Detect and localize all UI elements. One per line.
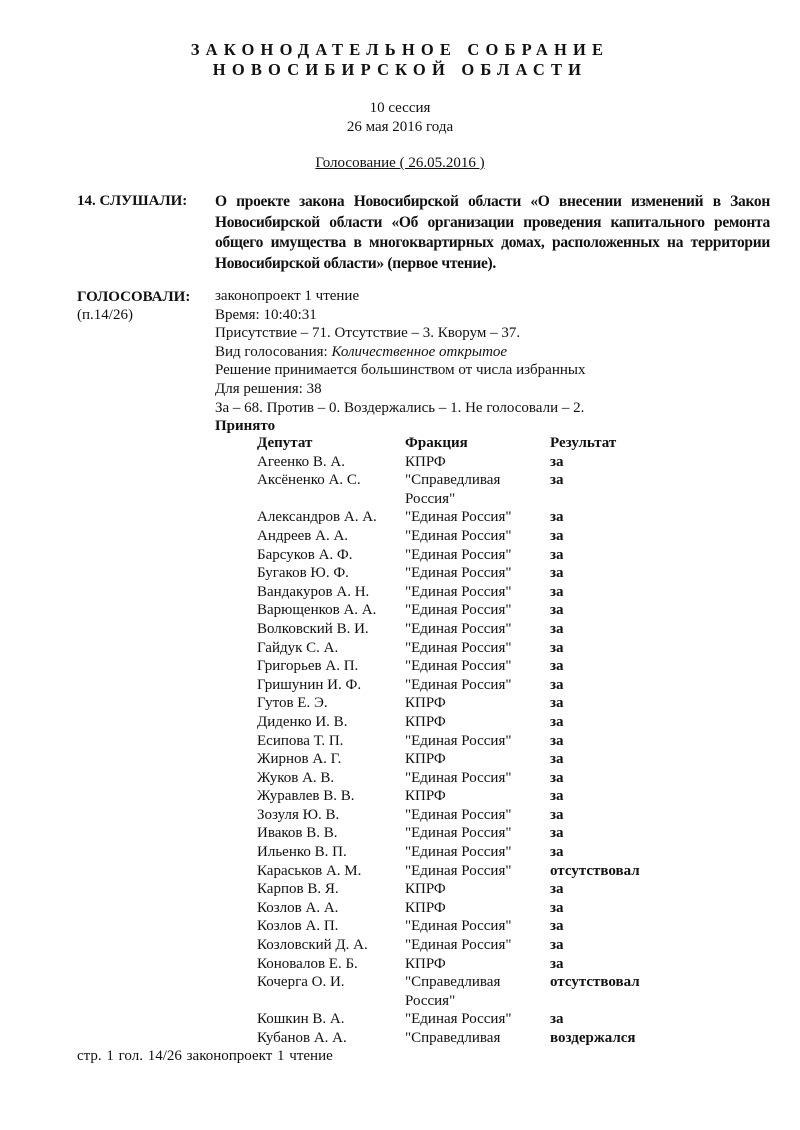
vote-result-cell: за bbox=[550, 713, 564, 730]
faction-name: "Единая Россия" bbox=[405, 806, 512, 823]
faction-name: "Единая Россия" bbox=[405, 602, 512, 619]
faction-name: "Единая Россия" bbox=[405, 1011, 512, 1028]
faction-name: КПРФ bbox=[405, 955, 446, 972]
votes-needed: Для решения: 38 bbox=[215, 380, 322, 397]
vote-type bbox=[215, 343, 585, 362]
page-footer: стр. 1 гол. 14/26 законопроект 1 чтение bbox=[77, 1048, 333, 1064]
vote-result-cell: за bbox=[550, 583, 564, 600]
faction-name: КПРФ bbox=[405, 881, 446, 898]
vote-result-cell: за bbox=[550, 453, 564, 470]
header-faction: Фракция bbox=[405, 435, 468, 451]
vote-result-cell: за bbox=[550, 676, 564, 693]
deputy-name: Аксёненко А. С. bbox=[257, 472, 361, 489]
vote-title bbox=[0, 154, 800, 173]
table-row bbox=[257, 657, 677, 676]
faction-name: "Единая Россия" bbox=[405, 639, 512, 656]
decision-rule: Решение принимается большинством от числа избранных bbox=[215, 362, 586, 379]
table-row bbox=[257, 471, 677, 508]
heard-label: 14. СЛУШАЛИ: bbox=[77, 193, 188, 209]
vote-result: Принято bbox=[215, 418, 276, 435]
voted-label: ГОЛОСОВАЛИ: bbox=[77, 289, 191, 305]
faction-name: "Единая Россия" bbox=[405, 509, 512, 526]
faction-name: "Единая Россия" bbox=[405, 918, 512, 935]
deputy-name: Гришунин И. Ф. bbox=[257, 676, 362, 693]
faction-name: "Единая Россия" bbox=[405, 937, 512, 954]
table-body bbox=[257, 453, 677, 1048]
table-row bbox=[257, 732, 677, 751]
deputy-name: Козловский Д. А. bbox=[257, 937, 368, 954]
vote-result-cell: за bbox=[550, 546, 564, 563]
deputy-name: Козлов А. П. bbox=[257, 918, 339, 935]
deputy-name: Волковский В. И. bbox=[257, 620, 369, 637]
vote-result-cell: за bbox=[550, 844, 564, 861]
vote-result-cell: воздержался bbox=[550, 1030, 636, 1046]
attendance: Присутствие – 71. Отсутствие – 3. Кворум – 37. bbox=[215, 325, 521, 342]
vote-result-cell: за bbox=[550, 899, 564, 916]
faction-name: "Единая Россия" bbox=[405, 658, 512, 675]
table-header bbox=[257, 434, 677, 453]
vote-result-cell: за bbox=[550, 751, 564, 768]
table-row bbox=[257, 787, 677, 806]
table-row bbox=[257, 694, 677, 713]
deputy-name: Журавлев В. В. bbox=[257, 788, 355, 805]
deputy-name: Иваков В. В. bbox=[257, 825, 338, 842]
table-row bbox=[257, 899, 677, 918]
table-row bbox=[257, 955, 677, 974]
faction-name: "Единая Россия" bbox=[405, 862, 512, 879]
vote-result-cell: за bbox=[550, 620, 564, 637]
header-result: Результат bbox=[550, 435, 617, 451]
deputy-name: Козлов А. А. bbox=[257, 899, 339, 916]
vote-details bbox=[215, 287, 585, 436]
deputy-name: Кошкин В. А. bbox=[257, 1011, 345, 1028]
table-row bbox=[257, 713, 677, 732]
faction-name: "Единая Россия" bbox=[405, 825, 512, 842]
table-row bbox=[257, 453, 677, 472]
table-row bbox=[257, 862, 677, 881]
table-row bbox=[257, 508, 677, 527]
vote-result-cell: за bbox=[550, 955, 564, 972]
vote-result-cell: за bbox=[550, 825, 564, 842]
table-row bbox=[257, 583, 677, 602]
deputy-name: Кочерга О. И. bbox=[257, 974, 345, 991]
bill-reading: законопроект 1 чтение bbox=[215, 288, 360, 304]
table-row bbox=[257, 527, 677, 546]
table-row bbox=[257, 546, 677, 565]
deputy-name: Жирнов А. Г. bbox=[257, 751, 342, 768]
vote-time: Время: 10:40:31 bbox=[215, 306, 317, 323]
deputy-name: Бугаков Ю. Ф. bbox=[257, 565, 349, 582]
vote-tally: За – 68. Против – 0. Воздержались – 1. Не голосовали – 2. bbox=[215, 399, 585, 416]
deputy-name: Гутов Е. Э. bbox=[257, 695, 328, 712]
table-row bbox=[257, 769, 677, 788]
table-row bbox=[257, 676, 677, 695]
table-row bbox=[257, 639, 677, 658]
faction-name: КПРФ bbox=[405, 899, 446, 916]
vote-result-cell: за bbox=[550, 509, 564, 526]
deputy-name: Жуков А. В. bbox=[257, 769, 335, 786]
vote-result-cell: за bbox=[550, 527, 564, 544]
deputy-name: Караськов А. М. bbox=[257, 862, 362, 879]
table-row bbox=[257, 1029, 677, 1048]
faction-name: "Единая Россия" bbox=[405, 546, 512, 563]
deputy-name: Андреев А. А. bbox=[257, 527, 349, 544]
faction-name: "Единая Россия" bbox=[405, 769, 512, 786]
faction-name: КПРФ bbox=[405, 695, 446, 712]
vote-result-cell: за bbox=[550, 602, 564, 619]
deputy-name: Александров А. А. bbox=[257, 509, 377, 526]
vote-result-cell: за bbox=[550, 472, 564, 489]
item-reference: (п.14/26) bbox=[77, 307, 133, 323]
deputy-name: Гайдук С. А. bbox=[257, 639, 339, 656]
deputy-name: Карпов В. Я. bbox=[257, 881, 339, 898]
table-row bbox=[257, 880, 677, 899]
vote-result-cell: за bbox=[550, 937, 564, 954]
session-number: 10 сессия bbox=[369, 100, 431, 116]
table-row bbox=[257, 917, 677, 936]
vote-result-cell: за bbox=[550, 639, 564, 656]
vote-result-cell: за bbox=[550, 658, 564, 675]
faction-name: КПРФ bbox=[405, 751, 446, 768]
deputy-name: Диденко И. В. bbox=[257, 713, 348, 730]
header-deputy: Депутат bbox=[257, 435, 313, 451]
table-row bbox=[257, 936, 677, 955]
vote-result-cell: отсутствовал bbox=[550, 862, 640, 879]
vote-result-cell: за bbox=[550, 695, 564, 712]
deputy-name: Варющенков А. А. bbox=[257, 602, 377, 619]
faction-name: КПРФ bbox=[405, 453, 446, 470]
deputy-name: Ильенко В. П. bbox=[257, 844, 347, 861]
heard-text: О проекте закона Новосибирской области «О внесении изменений в Закон Новосибирской области «Об организации проведения капитального ремонта общего имущества в многоквартирных домах, расположенных на территории Новосибирской области» (первое чтение). bbox=[215, 193, 770, 272]
faction-name: "Единая Россия" bbox=[405, 583, 512, 600]
table-row bbox=[257, 601, 677, 620]
faction-name: "Единая Россия" bbox=[405, 527, 512, 544]
vote-result-cell: за bbox=[550, 806, 564, 823]
table-row bbox=[257, 806, 677, 825]
vote-type-label: Вид голосования: bbox=[215, 343, 332, 360]
faction-name: КПРФ bbox=[405, 788, 446, 805]
faction-name: "Единая Россия" bbox=[405, 732, 512, 749]
faction-name: "Справедливая bbox=[405, 1030, 501, 1046]
faction-name: "Единая Россия" bbox=[405, 844, 512, 861]
table-row bbox=[257, 973, 677, 1010]
deputies-table bbox=[257, 434, 677, 1048]
table-row bbox=[257, 843, 677, 862]
deputy-name: Зозуля Ю. В. bbox=[257, 806, 340, 823]
faction-name: "Справедливая Россия" bbox=[405, 974, 501, 1009]
table-row bbox=[257, 564, 677, 583]
faction-name: "Единая Россия" bbox=[405, 565, 512, 582]
vote-result-cell: за bbox=[550, 732, 564, 749]
organization-title-line1: ЗАКОНОДАТЕЛЬНОЕ СОБРАНИЕ bbox=[190, 40, 610, 59]
deputy-name: Кубанов А. А. bbox=[257, 1030, 347, 1046]
faction-name: "Единая Россия" bbox=[405, 676, 512, 693]
faction-name: "Справедливая Россия" bbox=[405, 472, 501, 507]
deputy-name: Есипова Т. П. bbox=[257, 732, 344, 749]
vote-type-value: Количественное открытое bbox=[331, 343, 508, 360]
session-date: 26 мая 2016 года bbox=[346, 119, 454, 135]
table-row bbox=[257, 620, 677, 639]
deputy-name: Григорьев А. П. bbox=[257, 658, 359, 675]
faction-name: "Единая Россия" bbox=[405, 620, 512, 637]
deputy-name: Коновалов Е. Б. bbox=[257, 955, 358, 972]
deputy-name: Агеенко В. А. bbox=[257, 453, 345, 470]
table-row bbox=[257, 824, 677, 843]
table-row bbox=[257, 750, 677, 769]
vote-result-cell: за bbox=[550, 918, 564, 935]
vote-result-cell: за bbox=[550, 788, 564, 805]
vote-result-cell: за bbox=[550, 881, 564, 898]
organization-title-line2: НОВОСИБИРСКОЙ ОБЛАСТИ bbox=[212, 60, 588, 79]
vote-result-cell: за bbox=[550, 565, 564, 582]
table-row bbox=[257, 1010, 677, 1029]
vote-title-text: Голосование ( 26.05.2016 ) bbox=[315, 155, 485, 171]
deputy-name: Вандакуров А. Н. bbox=[257, 583, 370, 600]
faction-name: КПРФ bbox=[405, 713, 446, 730]
deputy-name: Барсуков А. Ф. bbox=[257, 546, 353, 563]
vote-result-cell: за bbox=[550, 1011, 564, 1028]
vote-result-cell: отсутствовал bbox=[550, 974, 640, 991]
vote-result-cell: за bbox=[550, 769, 564, 786]
